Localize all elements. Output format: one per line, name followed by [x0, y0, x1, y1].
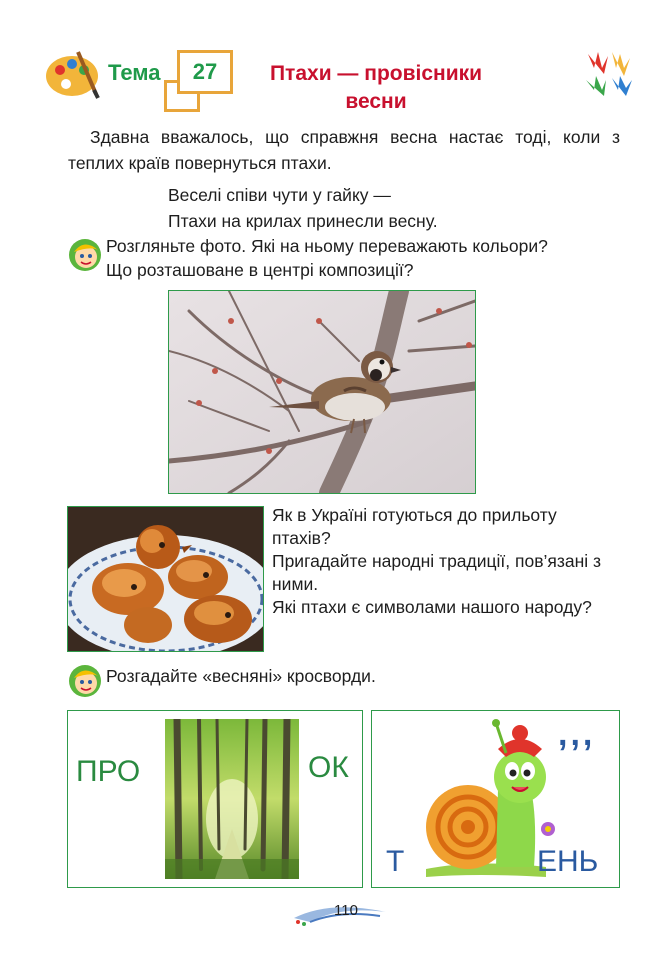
mascot-icon [68, 238, 102, 272]
mascot-icon [68, 664, 102, 698]
theme-number: 27 [177, 50, 233, 94]
theme-label: Тема [108, 60, 161, 85]
questions-block [272, 504, 620, 619]
hands-icon [582, 46, 638, 100]
question-symbols: Які птахи є символами нашого народу? [272, 597, 592, 617]
crossword-2-suffix: ЕНЬ [537, 845, 599, 878]
forest-picture [165, 719, 299, 879]
crossword-2-apostrophes: ,,, [558, 715, 596, 753]
snail-picture [416, 719, 556, 879]
intro-paragraph: Здавна вважалось, що справжня весна настає тоді, коли з теплих країв повернуться птахи. [68, 127, 620, 173]
crossword-2-prefix: Т [386, 845, 405, 878]
poem-line-1: Веселі співи чути у гайку — [168, 185, 391, 205]
task-look-at-photo [106, 234, 622, 282]
palette-icon [44, 48, 102, 100]
sparrow-photo [168, 290, 476, 494]
task-crosswords: Розгадайте «весняні» кросворди. [106, 666, 376, 686]
poem-line-2: Птахи на крилах принесли весну. [168, 211, 438, 231]
crossword-1-suffix: ОК [308, 751, 349, 784]
poem [168, 182, 438, 234]
question-traditions: Пригадайте народні традиції, пов’язані з ними. [272, 551, 602, 594]
page-number: 110 [334, 902, 358, 919]
crossword-2 [371, 710, 620, 888]
bird-buns-photo [67, 506, 264, 652]
crossword-1 [67, 710, 363, 888]
crossword-1-prefix: ПРО [76, 755, 141, 788]
question-preparation: Як в Україні готуються до прильоту птахів? [272, 505, 557, 548]
task-line-1: Розгляньте фото. Які на ньому переважають кольори? [106, 236, 548, 256]
title-line-1: Птахи — провісники [269, 62, 483, 85]
page-title [236, 60, 516, 116]
title-line-2: весни [345, 90, 407, 113]
task-line-2: Що розташоване в центрі композиції? [106, 260, 414, 280]
